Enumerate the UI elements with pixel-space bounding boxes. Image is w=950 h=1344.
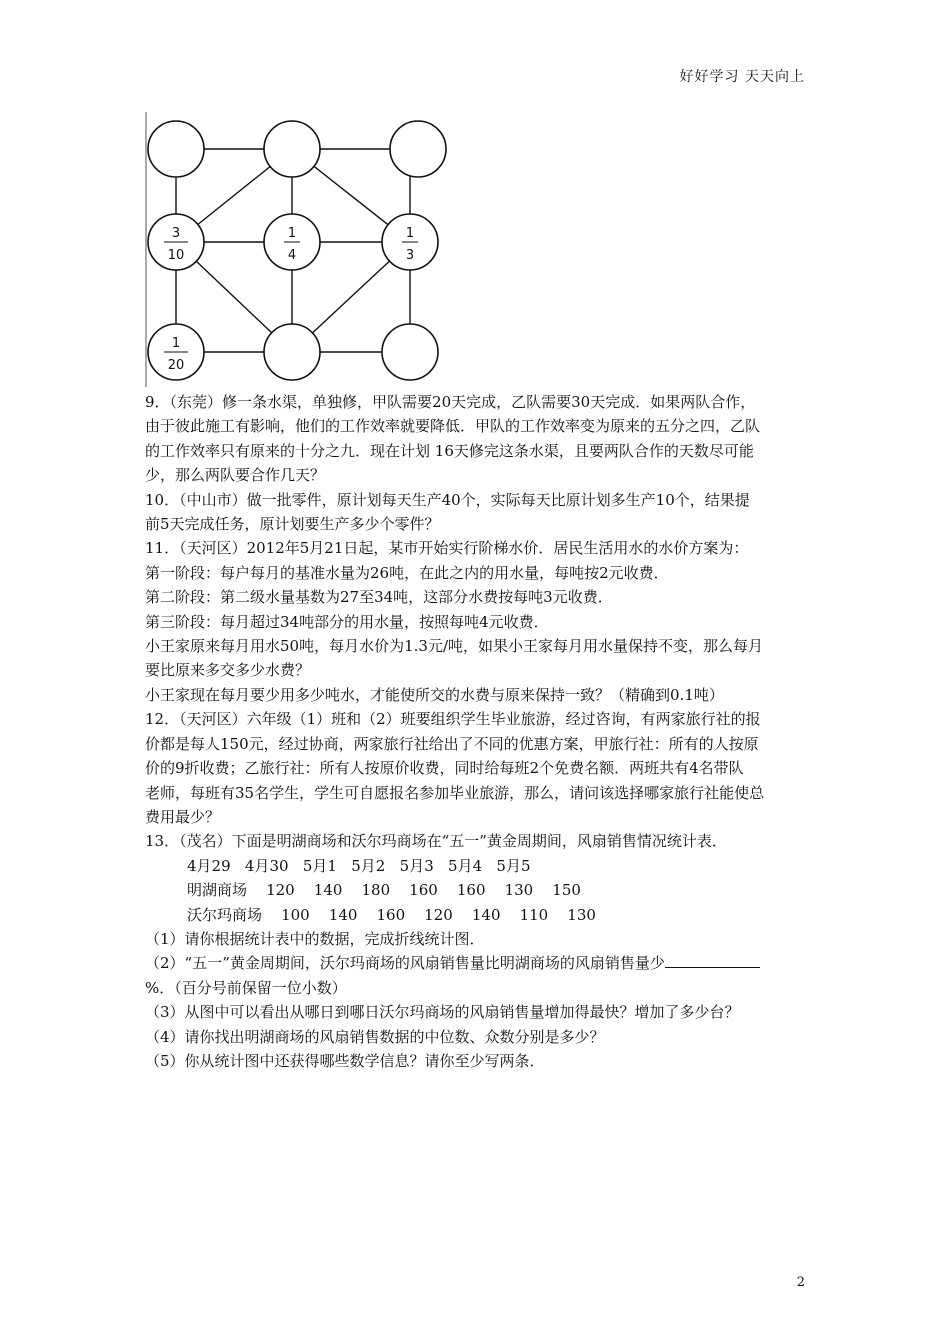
text-line: 第二阶段：第二级水量基数为27至34吨，这部分水费按每吨3元收费． — [145, 588, 613, 607]
table-dates-row: 4月29 4月30 5月1 5月2 5月3 5月4 5月5 — [187, 856, 531, 875]
question-5: （5）你从统计图中还获得哪些数学信息？请你至少写两条． — [145, 1051, 545, 1070]
fraction-numerator: 3 — [171, 226, 181, 241]
question-4: （4）请你找出明湖商场的风扇销售数据的中位数、众数分别是多少？ — [145, 1027, 605, 1046]
question-2 — [145, 951, 805, 975]
fraction-denominator: 4 — [287, 248, 297, 263]
text-line: 价都是每人150元，经过协商，两家旅行社给出了不同的优惠方案，甲旅行社：所有的人按原 — [145, 734, 759, 753]
text-line: 小王家现在每月要少用多少吨水，才能使所交的水费与原来保持一致？（精确到0.1吨） — [145, 685, 724, 704]
text-line: 13．（茂名）下面是明湖商场和沃尔玛商场在“五一”黄金周期间，风扇销售情况统计表． — [145, 832, 727, 851]
fraction-numerator: 1 — [405, 226, 415, 241]
text-line: 小王家原来每月用水50吨，每月水价为1.3元/吨，如果小王家每月用水量保持不变，那么每月 — [145, 637, 763, 656]
document-body — [145, 390, 805, 1073]
fraction-numerator: 1 — [287, 226, 297, 241]
text-line: 10．（中山市）做一批零件，原计划每天生产40个，实际每天比原计划多生产10个，结果提 — [145, 490, 750, 509]
circle-bottom-right — [382, 324, 438, 380]
circle-bottom-center — [264, 324, 320, 380]
text-line: 前5天完成任务，原计划要生产多少个零件？ — [145, 515, 440, 534]
text-line: 9．（东莞）修一条水渠，单独修，甲队需要20天完成，乙队需要30天完成．如果两队合作， — [145, 393, 756, 411]
fraction-denominator: 10 — [167, 248, 185, 263]
text-line: 的工作效率只有原来的十分之九．现在计划 16天修完这条水渠，且要两队合作的天数尽可能 — [145, 441, 754, 460]
text-line: 老师，每班有35名学生，学生可自愿报名参加毕业旅游，那么，请问该选择哪家旅行社能使总 — [145, 783, 765, 802]
table-minghu-row: 明湖商场 120 140 180 160 160 130 150 — [187, 881, 581, 900]
circle-top-center — [264, 121, 320, 177]
fraction-denominator: 3 — [405, 248, 415, 263]
table-walmart-row: 沃尔玛商场 100 140 160 120 140 110 130 — [187, 905, 596, 924]
text-line: 价的9折收费；乙旅行社：所有人按原价收费，同时给每班2个免费名额．两班共有4名带队 — [145, 759, 744, 778]
page-number: 2 — [796, 1275, 805, 1290]
question-2-note: %．（百分号前保留一位小数） — [145, 978, 347, 997]
fraction-denominator: 20 — [167, 358, 185, 373]
question-1: （1）请你根据统计表中的数据，完成折线统计图． — [145, 929, 485, 948]
question-3: （3）从图中可以看出从哪日到哪日沃尔玛商场的风扇销售量增加得最快？增加了多少台？ — [145, 1003, 740, 1022]
circle-top-right — [390, 121, 446, 177]
question-2-text: （2）“五一”黄金周期间，沃尔玛商场的风扇销售量比明湖商场的风扇销售量少 — [145, 954, 665, 973]
text-line: 11．（天河区）2012年5月21日起，某市开始实行阶梯水价．居民生活用水的水价方案为： — [145, 539, 749, 558]
text-line: 由于彼此施工有影响，他们的工作效率就要降低．甲队的工作效率变为原来的五分之四，乙队 — [145, 417, 761, 436]
text-line: 第三阶段：每月超过34吨部分的用水量，按照每吨4元收费． — [145, 612, 549, 631]
text-line: 12．（天河区）六年级（1）班和（2）班要组织学生毕业旅游，经过咨询，有两家旅行社的报 — [145, 710, 761, 729]
circle-grid-diagram — [138, 112, 458, 392]
page-header: 好好学习 天天向上 — [679, 69, 805, 85]
text-line: 第一阶段：每户每月的基准水量为26吨，在此之内的用水量，每吨按2元收费． — [145, 563, 669, 582]
answer-blank[interactable] — [665, 953, 760, 968]
text-line: 费用最少？ — [145, 807, 221, 826]
text-line: 要比原来多交多少水费？ — [145, 661, 311, 680]
text-line: 少，那么两队要合作几天？ — [145, 466, 326, 485]
fraction-numerator: 1 — [171, 336, 181, 351]
circle-top-left — [148, 121, 204, 177]
